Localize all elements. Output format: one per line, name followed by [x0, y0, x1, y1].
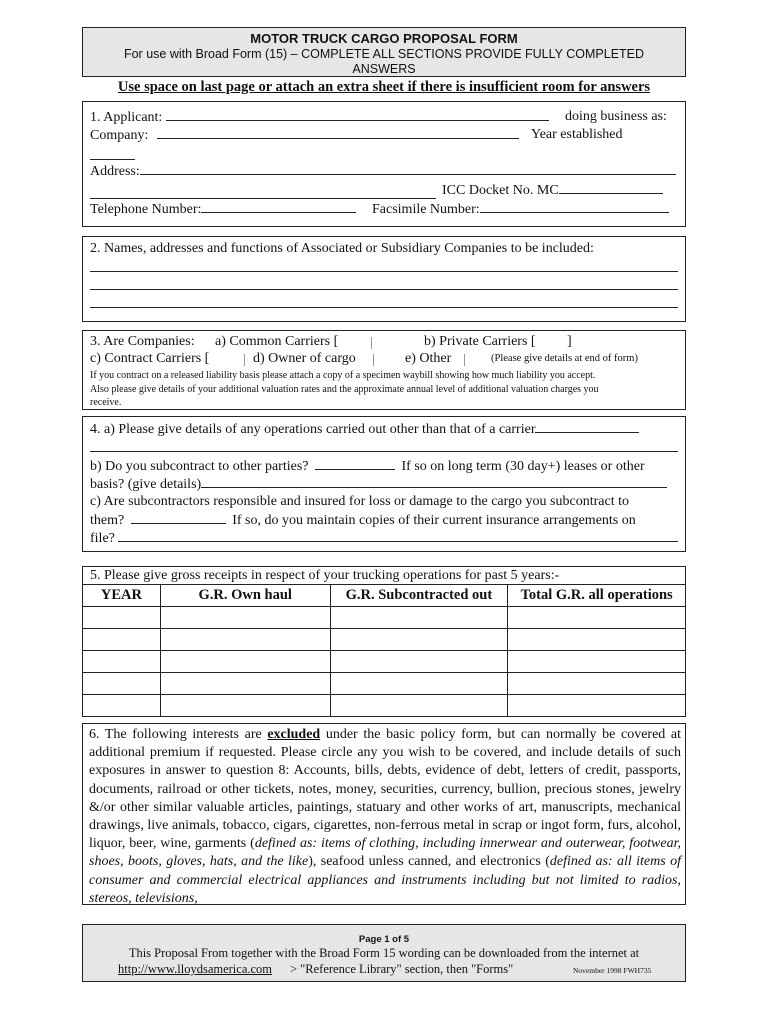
section-4c-question: c) Are subcontractors responsible and insured for loss or damage to the cargo you subcontract to — [90, 494, 629, 509]
section-5-question: 5. Please give gross receipts in respect of your trucking operations for past 5 years:- — [90, 568, 560, 583]
address-field[interactable] — [140, 162, 676, 175]
applicant-label: 1. Applicant: — [90, 110, 163, 125]
facsimile-field[interactable] — [480, 200, 669, 213]
section-4c-them: them? — [90, 513, 125, 528]
checkbox-divider — [371, 337, 372, 349]
form-code: November 1998 FWH735 — [573, 966, 652, 975]
section-4c-followup: If so, do you maintain copies of their current insurance arrangements on — [232, 513, 636, 528]
answer-line[interactable] — [90, 307, 678, 308]
answer-line[interactable] — [90, 271, 678, 272]
other-checkbox[interactable]: e) Other — [405, 351, 452, 366]
section-4a-question: 4. a) Please give details of any operations carried out other than that of a carrier — [90, 422, 536, 437]
table-row — [83, 695, 686, 717]
other-note: (Please give details at end of form) — [491, 353, 638, 364]
common-carriers-checkbox[interactable]: a) Common Carriers [ — [215, 334, 339, 349]
col-year: YEAR — [83, 585, 161, 607]
form-subtitle: For use with Broad Form (15) – COMPLETE ALL SECTIONS PROVIDE FULLY COMPLETED — [123, 47, 645, 61]
checkbox-divider — [373, 354, 374, 366]
section-4 — [82, 416, 686, 552]
checkbox-divider — [464, 354, 465, 366]
year-established-field[interactable] — [90, 147, 135, 160]
telephone-field[interactable] — [201, 200, 356, 213]
checkbox-divider — [244, 354, 245, 366]
subcontract-field[interactable] — [315, 457, 395, 470]
section-1 — [82, 101, 686, 227]
operations-field[interactable] — [535, 420, 639, 433]
subcontract-details-field[interactable] — [201, 475, 667, 488]
footer-text: This Proposal From together with the Broad Form 15 wording can be downloaded from the internet at — [128, 946, 640, 960]
section-4b-followup: If so on long term (30 day+) leases or other — [401, 459, 645, 474]
insurance-copies-field[interactable] — [118, 529, 678, 542]
private-carriers-checkbox[interactable]: b) Private Carriers [ — [424, 334, 536, 349]
col-own-haul: G.R. Own haul — [160, 585, 330, 607]
answer-line[interactable] — [90, 289, 678, 290]
telephone-label: Telephone Number: — [90, 202, 202, 217]
dba-label: doing business as: — [565, 109, 667, 124]
company-field[interactable] — [157, 126, 519, 139]
subcontractor-insured-field[interactable] — [131, 511, 226, 524]
applicant-field[interactable] — [166, 108, 549, 121]
form-header — [82, 27, 686, 77]
page-footer — [82, 924, 686, 982]
section-2-question: 2. Names, addresses and functions of Associated or Subsidiary Companies to be included: — [90, 241, 594, 256]
footer-text-2: > "Reference Library" section, then "Forms" — [290, 962, 514, 976]
website-link[interactable]: http://www.lloydsamerica.com — [118, 962, 273, 976]
form-subtitle-2: ANSWERS — [352, 62, 416, 76]
table-row — [83, 673, 686, 695]
table-row — [83, 629, 686, 651]
contract-carriers-checkbox[interactable]: c) Contract Carriers [ — [90, 351, 210, 366]
company-label: Company: — [90, 128, 149, 143]
year-established-label: Year established — [531, 127, 623, 142]
gross-receipts-table — [82, 584, 686, 717]
section-2 — [82, 236, 686, 322]
col-subcontracted: G.R. Subcontracted out — [330, 585, 508, 607]
section-4b-question: b) Do you subcontract to other parties? — [90, 459, 309, 474]
released-liability-note: If you contract on a released liability basis please attach a copy of a specimen waybill showing how much liability you accept. — [90, 370, 596, 381]
col-total: Total G.R. all operations — [508, 585, 686, 607]
page-number: Page 1 of 5 — [358, 934, 410, 945]
section-3-question: 3. Are Companies: — [90, 334, 195, 349]
section-5-header — [82, 566, 686, 585]
answer-line[interactable] — [90, 451, 678, 452]
instruction: Use space on last page or attach an extra sheet if there is insufficient room for answers — [117, 79, 651, 95]
valuation-note-2: receive. — [90, 397, 122, 408]
bracket-close: ] — [567, 334, 572, 349]
section-3 — [82, 330, 686, 410]
icc-label: ICC Docket No. MC — [442, 183, 559, 198]
form-title: MOTOR TRUCK CARGO PROPOSAL FORM — [250, 31, 518, 46]
section-4c-file: file? — [90, 531, 115, 546]
table-row — [83, 651, 686, 673]
section-6-text: 6. The following interests are excluded under the basic policy form, but can normally be covered at additional premium if requested. Please circle any you wish to be covered, and include details of such exposures in answer to question 8: Accounts, bills, debts, evidence of debt, letters of credit, passports, documents, railroad or other tickets, notes, money, securities, currency, bullion, precious stones, jewelry &/or other similar valuable articles, paintings, statuary and other works of art, manuscripts, mechanical drawings, live animals, tobacco, cigars, cigarettes, non-ferrous metal in scrap or ingot form, furs, alcohol, liquor, beer, wine, garments (defined as: items of clothing, including innerwear and outerwear, footwear, shoes, boots, gloves, hats, and the like), seafood unless canned, and electronics (defined as: all items of consumer and commercial electrical appliances and instruments including but not limited to radios, stereos, televisions, — [89, 727, 682, 905]
table-row — [83, 607, 686, 629]
owner-of-cargo-checkbox[interactable]: d) Owner of cargo — [253, 351, 356, 366]
facsimile-label: Facsimile Number: — [372, 202, 480, 217]
address-field-2[interactable] — [90, 186, 436, 199]
excluded-word: excluded — [267, 727, 321, 742]
icc-field[interactable] — [559, 181, 663, 194]
address-label: Address: — [90, 164, 140, 179]
section-6 — [82, 723, 686, 905]
valuation-note: Also please give details of your additional valuation rates and the approximate annual level of additional valuation charges you — [90, 384, 599, 395]
section-4b-details: basis? (give details) — [90, 477, 202, 492]
